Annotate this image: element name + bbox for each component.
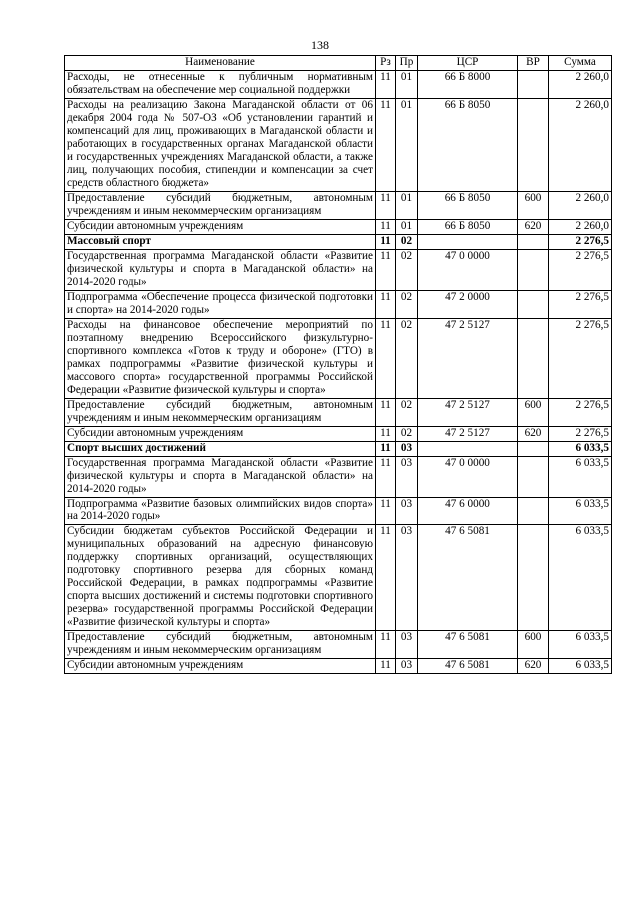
cell-rz: 11 bbox=[376, 441, 396, 456]
cell-vr: 600 bbox=[518, 631, 549, 659]
cell-name: Субсидии автономным учреждениям bbox=[65, 426, 376, 441]
cell-csr: 47 2 5127 bbox=[418, 426, 518, 441]
cell-csr bbox=[418, 234, 518, 249]
cell-csr: 66 Б 8000 bbox=[418, 70, 518, 98]
table-row bbox=[65, 70, 612, 98]
table-header-row bbox=[65, 56, 612, 71]
cell-sum: 6 033,5 bbox=[549, 441, 612, 456]
cell-name: Расходы, не отнесенные к публичным нормативным обязательствам на обеспечение мер социальной поддержки bbox=[65, 70, 376, 98]
cell-name: Предоставление субсидий бюджетным, автономным учреждениям и иным некоммерческим организациям bbox=[65, 631, 376, 659]
cell-csr: 47 2 5127 bbox=[418, 398, 518, 426]
cell-pr: 02 bbox=[396, 426, 418, 441]
header-sum: Сумма bbox=[549, 56, 612, 71]
cell-sum: 2 276,5 bbox=[549, 290, 612, 318]
cell-vr: 620 bbox=[518, 219, 549, 234]
header-vr: ВР bbox=[518, 56, 549, 71]
table-row bbox=[65, 219, 612, 234]
cell-sum: 6 033,5 bbox=[549, 497, 612, 525]
cell-csr: 66 Б 8050 bbox=[418, 191, 518, 219]
cell-pr: 02 bbox=[396, 234, 418, 249]
cell-name: Массовый спорт bbox=[65, 234, 376, 249]
cell-sum: 2 260,0 bbox=[549, 70, 612, 98]
cell-vr bbox=[518, 318, 549, 398]
cell-sum: 2 276,5 bbox=[549, 426, 612, 441]
cell-csr: 66 Б 8050 bbox=[418, 219, 518, 234]
cell-csr: 47 6 5081 bbox=[418, 631, 518, 659]
cell-name: Субсидии автономным учреждениям bbox=[65, 659, 376, 674]
cell-name: Субсидии автономным учреждениям bbox=[65, 219, 376, 234]
cell-pr: 02 bbox=[396, 290, 418, 318]
header-pr: Пр bbox=[396, 56, 418, 71]
cell-name: Предоставление субсидий бюджетным, автономным учреждениям и иным некоммерческим организациям bbox=[65, 398, 376, 426]
table-row bbox=[65, 98, 612, 191]
cell-rz: 11 bbox=[376, 290, 396, 318]
cell-vr bbox=[518, 234, 549, 249]
cell-pr: 03 bbox=[396, 631, 418, 659]
cell-pr: 03 bbox=[396, 497, 418, 525]
cell-csr: 47 0 0000 bbox=[418, 456, 518, 497]
cell-vr bbox=[518, 456, 549, 497]
table-row bbox=[65, 290, 612, 318]
table-row bbox=[65, 426, 612, 441]
cell-vr bbox=[518, 249, 549, 290]
cell-pr: 02 bbox=[396, 318, 418, 398]
cell-rz: 11 bbox=[376, 98, 396, 191]
cell-pr: 01 bbox=[396, 191, 418, 219]
table-row bbox=[65, 441, 612, 456]
cell-csr: 66 Б 8050 bbox=[418, 98, 518, 191]
cell-csr: 47 2 5127 bbox=[418, 318, 518, 398]
cell-rz: 11 bbox=[376, 497, 396, 525]
table-row bbox=[65, 234, 612, 249]
cell-vr bbox=[518, 98, 549, 191]
cell-sum: 2 260,0 bbox=[549, 191, 612, 219]
cell-rz: 11 bbox=[376, 70, 396, 98]
cell-vr: 620 bbox=[518, 426, 549, 441]
cell-rz: 11 bbox=[376, 234, 396, 249]
cell-pr: 03 bbox=[396, 525, 418, 631]
cell-name: Государственная программа Магаданской области «Развитие физической культуры и спорта в Магаданской области» на 2014-2020 годы» bbox=[65, 249, 376, 290]
cell-pr: 01 bbox=[396, 98, 418, 191]
table-row bbox=[65, 525, 612, 631]
cell-pr: 02 bbox=[396, 249, 418, 290]
page-number: 138 bbox=[311, 38, 329, 52]
cell-vr bbox=[518, 441, 549, 456]
cell-sum: 6 033,5 bbox=[549, 456, 612, 497]
budget-table bbox=[64, 55, 612, 674]
cell-name: Подпрограмма «Развитие базовых олимпийских видов спорта» на 2014-2020 годы» bbox=[65, 497, 376, 525]
cell-name: Предоставление субсидий бюджетным, автономным учреждениям и иным некоммерческим организациям bbox=[65, 191, 376, 219]
cell-vr bbox=[518, 497, 549, 525]
cell-vr: 600 bbox=[518, 191, 549, 219]
cell-name: Расходы на реализацию Закона Магаданской области от 06 декабря 2004 года № 507-ОЗ «Об установлении гарантий и компенсаций для лиц, проживающих в Магаданской области и работающих в государственных органах Магаданской области и государственных учреждениях Магаданской области, а также лиц, получающих пособия, стипендии и компенсации за счет средств областного бюджета» bbox=[65, 98, 376, 191]
cell-rz: 11 bbox=[376, 659, 396, 674]
cell-rz: 11 bbox=[376, 456, 396, 497]
cell-sum: 6 033,5 bbox=[549, 525, 612, 631]
table-row bbox=[65, 249, 612, 290]
cell-sum: 2 260,0 bbox=[549, 98, 612, 191]
cell-name: Государственная программа Магаданской области «Развитие физической культуры и спорта в Магаданской области» на 2014-2020 годы» bbox=[65, 456, 376, 497]
cell-csr: 47 6 0000 bbox=[418, 497, 518, 525]
cell-sum: 6 033,5 bbox=[549, 659, 612, 674]
cell-pr: 01 bbox=[396, 219, 418, 234]
cell-csr: 47 2 0000 bbox=[418, 290, 518, 318]
cell-rz: 11 bbox=[376, 631, 396, 659]
cell-sum: 6 033,5 bbox=[549, 631, 612, 659]
cell-csr: 47 0 0000 bbox=[418, 249, 518, 290]
cell-sum: 2 276,5 bbox=[549, 234, 612, 249]
cell-pr: 03 bbox=[396, 441, 418, 456]
header-csr: ЦСР bbox=[418, 56, 518, 71]
cell-sum: 2 276,5 bbox=[549, 249, 612, 290]
cell-rz: 11 bbox=[376, 219, 396, 234]
cell-name: Расходы на финансовое обеспечение мероприятий по поэтапному внедрению Всероссийского физкультурно-спортивного комплекса «Готов к труду и обороне» (ГТО) в рамках подпрограммы «Развитие физической культуры и массового спорта» государственной программы Российской Федерации «Развитие физической культуры и спорта» bbox=[65, 318, 376, 398]
table-row bbox=[65, 398, 612, 426]
cell-pr: 03 bbox=[396, 456, 418, 497]
table-row bbox=[65, 659, 612, 674]
cell-vr bbox=[518, 525, 549, 631]
cell-pr: 03 bbox=[396, 659, 418, 674]
cell-vr bbox=[518, 290, 549, 318]
cell-rz: 11 bbox=[376, 191, 396, 219]
table-row bbox=[65, 631, 612, 659]
cell-rz: 11 bbox=[376, 398, 396, 426]
cell-rz: 11 bbox=[376, 249, 396, 290]
table-row bbox=[65, 456, 612, 497]
cell-csr bbox=[418, 441, 518, 456]
cell-pr: 01 bbox=[396, 70, 418, 98]
cell-csr: 47 6 5081 bbox=[418, 659, 518, 674]
table-row bbox=[65, 318, 612, 398]
cell-name: Подпрограмма «Обеспечение процесса физической подготовки и спорта» на 2014-2020 годы» bbox=[65, 290, 376, 318]
cell-pr: 02 bbox=[396, 398, 418, 426]
cell-rz: 11 bbox=[376, 525, 396, 631]
cell-rz: 11 bbox=[376, 426, 396, 441]
cell-vr: 620 bbox=[518, 659, 549, 674]
cell-sum: 2 276,5 bbox=[549, 398, 612, 426]
cell-name: Субсидии бюджетам субъектов Российской Федерации и муниципальных образований на адресную финансовую поддержку спортивных организаций, осуществляющих подготовку спортивного резерва для сборных команд Российской Федерации, в рамках подпрограммы «Развитие спорта высших достижений и системы подготовки спортивного резерва» государственной программы Российской Федерации «Развитие физической культуры и спорта» bbox=[65, 525, 376, 631]
cell-name: Спорт высших достижений bbox=[65, 441, 376, 456]
cell-sum: 2 276,5 bbox=[549, 318, 612, 398]
cell-csr: 47 6 5081 bbox=[418, 525, 518, 631]
header-rz: Рз bbox=[376, 56, 396, 71]
header-name: Наименование bbox=[65, 56, 376, 71]
table-row bbox=[65, 497, 612, 525]
cell-vr bbox=[518, 70, 549, 98]
cell-rz: 11 bbox=[376, 318, 396, 398]
cell-vr: 600 bbox=[518, 398, 549, 426]
cell-sum: 2 260,0 bbox=[549, 219, 612, 234]
table-row bbox=[65, 191, 612, 219]
